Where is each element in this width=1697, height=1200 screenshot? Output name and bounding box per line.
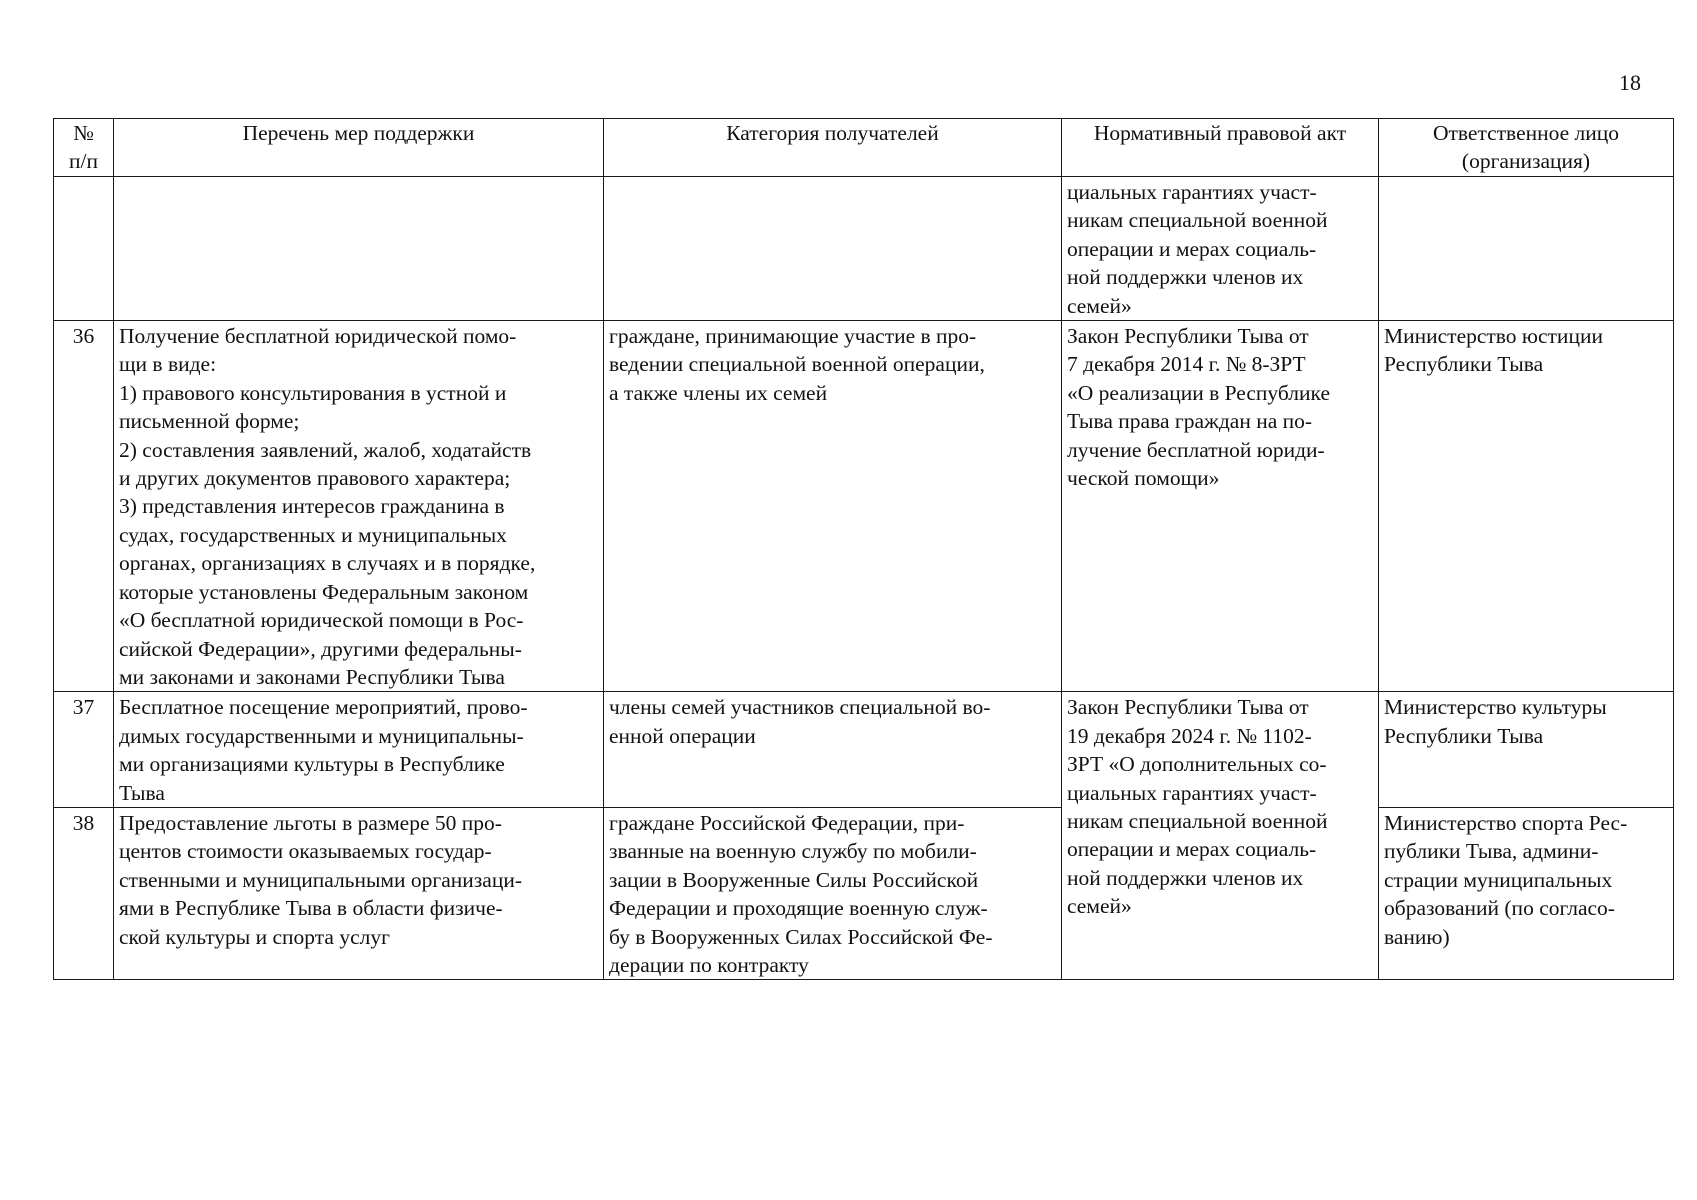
table-row-37 [54,692,1674,808]
cell-responsible: Министерство спорта Рес- публики Тыва, админи- страции муниципальных образований (по согласо- ванию) [1379,807,1674,979]
cell-measure: Предоставление льготы в размере 50 про- центов стоимости оказываемых государ- ственными и муниципальными организаци- ями в Республике Тыва в области физиче- ской культуры и спорта услуг [114,807,604,979]
table-header-row [54,119,1674,177]
table-row-continuation [54,177,1674,321]
table-row-38 [54,807,1674,979]
header-responsible: Ответственное лицо (организация) [1379,119,1674,177]
cell-responsible: Министерство юстиции Республики Тыва [1379,321,1674,692]
cell-num: 36 [54,321,114,692]
page-number: 18 [1619,70,1641,95]
cell-category: члены семей участников специальной во- енной операции [604,692,1062,808]
table-row-36 [54,321,1674,692]
cell-measure: Бесплатное посещение мероприятий, прово- димых государственными и муниципальны- ми организациями культуры в Республике Тыва [114,692,604,808]
header-num: № п/п [54,119,114,177]
cell-category: граждане Российской Федерации, при- званные на военную службу по мобили- зации в Вооруженные Силы Российской Федерации и проходящие военную служ- бу в Вооруженных Силах Российской Фе- дерации по контракту [604,807,1062,979]
cell-num: 37 [54,692,114,808]
cell-measure: Получение бесплатной юридической помо- щи в виде: 1) правового консультирования в устной и письменной форме; 2) составления заявлений, жалоб, ходатайств и других документов правового характера; 3) представления интересов гражданина в судах, государственных и муниципальных органах, организациях в случаях и в порядке, которые установлены Федеральным законом «О бесплатной юридической помощи в Рос- сийской Федерации», другими федеральны- ми законами и законами Республики Тыва [114,321,604,692]
support-measures-table [53,118,1674,980]
cell-act: циальных гарантиях участ- никам специальной военной операции и мерах социаль- ной поддержки членов их семей» [1062,177,1379,321]
cell-responsible [1379,177,1674,321]
cell-act: Закон Республики Тыва от 19 декабря 2024 г. № 1102- ЗРТ «О дополнительных со- циальных гарантиях участ- никам специальной военной операции и мерах социаль- ной поддержки членов их семей» [1062,692,1379,980]
cell-num: 38 [54,807,114,979]
cell-category: граждане, принимающие участие в про- ведении специальной военной операции, а также члены их семей [604,321,1062,692]
cell-num [54,177,114,321]
cell-act: Закон Республики Тыва от 7 декабря 2014 г. № 8-ЗРТ «О реализации в Республике Тыва права граждан на по- лучение бесплатной юриди- ческой помощи» [1062,321,1379,692]
cell-responsible: Министерство культуры Республики Тыва [1379,692,1674,808]
header-category: Категория получателей [604,119,1062,177]
cell-measure [114,177,604,321]
header-measure: Перечень мер поддержки [114,119,604,177]
header-act: Нормативный правовой акт [1062,119,1379,177]
cell-category [604,177,1062,321]
